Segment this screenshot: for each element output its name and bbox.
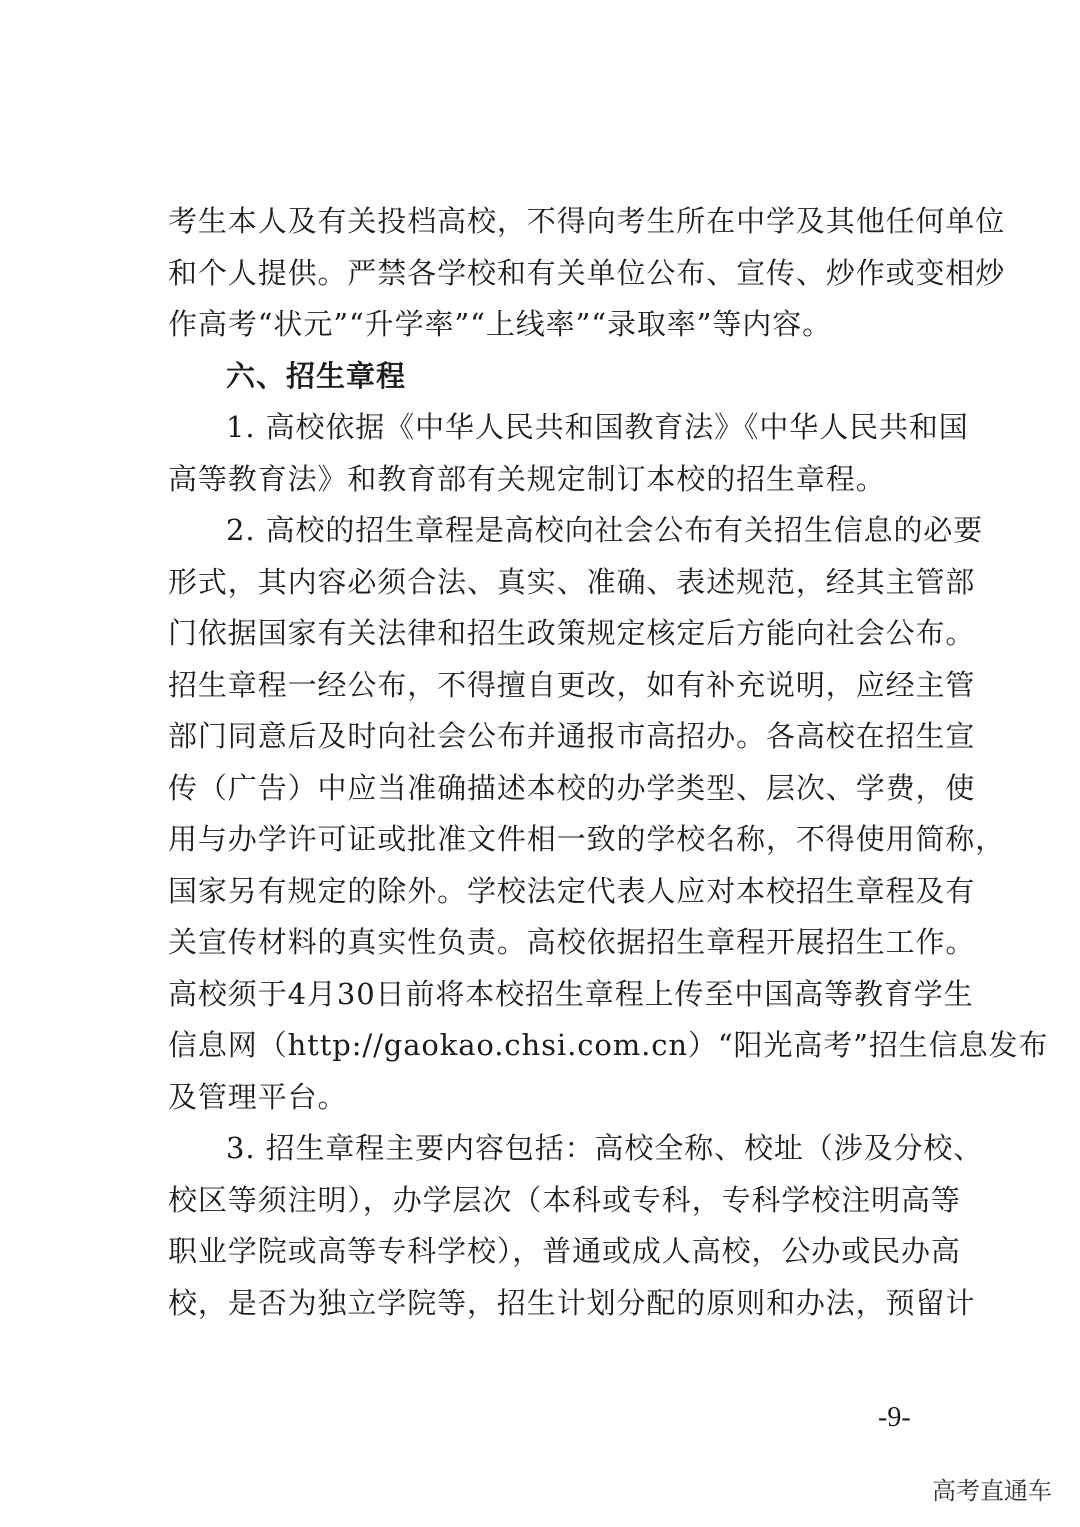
text-line: 及管理平台。 <box>168 1079 348 1114</box>
text-line: 信息网（http://gaokao.chsi.com.cn）“阳光高考”招生信息发布 <box>168 1028 1049 1062</box>
page-number: -9- <box>878 1402 911 1433</box>
text-line: 1. 高校依据《中华人民共和国教育法》《中华人民共和国 <box>226 410 969 444</box>
text-line: 职业学院或高等专科学校），普通或成人高校，公办或民办高 <box>168 1234 961 1268</box>
text-line: 传（广告）中应当准确描述本校的办学类型、层次、学费，使 <box>168 770 976 805</box>
text-line: 关宣传材料的真实性负责。高校依据招生章程开展招生工作。 <box>168 925 976 959</box>
text-line: 作高考“状元”“升学率”“上线率”“录取率”等内容。 <box>168 307 833 341</box>
text-line: 形式，其内容必须合法、真实、准确、表述规范，经其主管部 <box>168 564 976 599</box>
section-heading: 六、招生章程 <box>226 358 407 393</box>
text-line: 部门同意后及时向社会公布并通报市高招办。各高校在招生宣 <box>168 719 976 753</box>
text-line: 招生章程一经公布，不得擅自更改，如有补充说明，应经主管 <box>168 667 976 702</box>
text-line: 和个人提供。严禁各学校和有关单位公布、宣传、炒作或变相炒 <box>168 255 1006 290</box>
text-line: 校区等须注明），办学层次（本科或专科，专科学校注明高等 <box>168 1182 961 1217</box>
text-line: 国家另有规定的除外。学校法定代表人应对本校招生章程及有 <box>168 873 976 908</box>
text-line: 考生本人及有关投档高校，不得向考生所在中学及其他任何单位 <box>168 204 1006 238</box>
text-line: 高等教育法》和教育部有关规定制订本校的招生章程。 <box>168 461 886 496</box>
text-line: 3. 招生章程主要内容包括：高校全称、校址（涉及分校、 <box>226 1131 984 1165</box>
text-line: 校，是否为独立学院等，招生计划分配的原则和办法，预留计 <box>168 1285 976 1320</box>
document-body <box>168 196 1049 1329</box>
text-line: 高校须于4月30日前将本校招生章程上传至中国高等教育学生 <box>168 976 974 1011</box>
text-line: 2. 高校的招生章程是高校向社会公布有关招生信息的必要 <box>226 513 984 547</box>
watermark-label: 高考直通车 <box>932 1477 1052 1505</box>
text-line: 门依据国家有关法律和招生政策规定核定后方能向社会公布。 <box>168 616 976 650</box>
text-line: 用与办学许可证或批准文件相一致的学校名称，不得使用简称， <box>168 822 1006 856</box>
